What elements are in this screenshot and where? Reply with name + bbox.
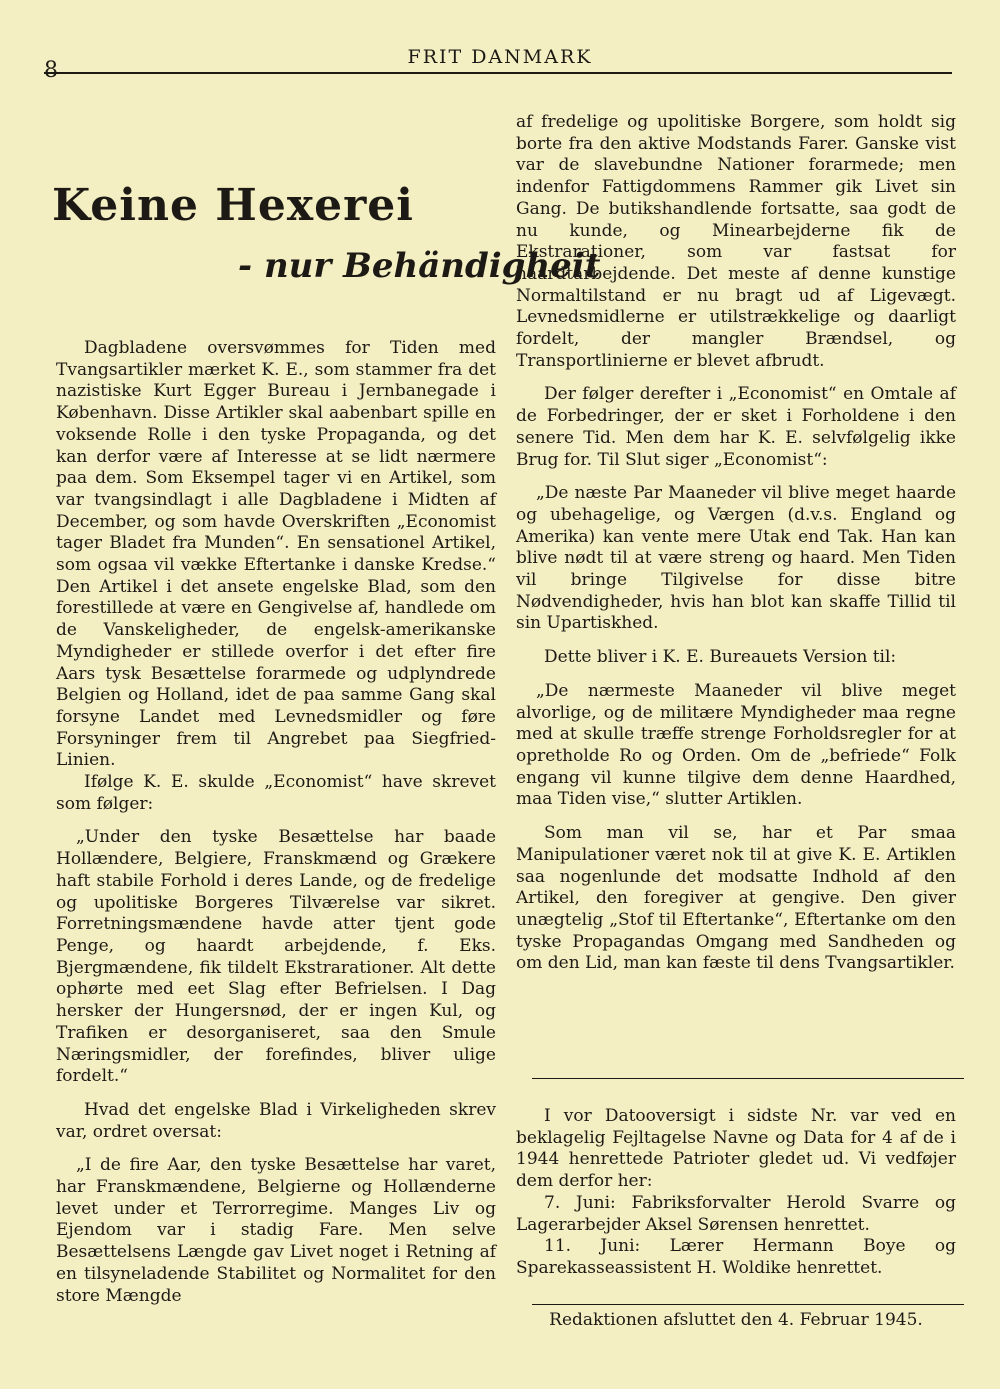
article-subtitle: - nur Behändigheit — [238, 246, 601, 286]
paragraph: Der følger derefter i „Economist“ en Omtale af de Forbedringer, der er sket i Forholdene i den senere Tid. Men dem har K. E. selvfølgelig ikke Brug for. Til Slut siger „Economist“: — [516, 384, 956, 470]
section-divider — [532, 1078, 964, 1079]
article-title: Keine Hexerei — [52, 180, 414, 231]
left-column — [56, 338, 496, 1307]
quote-paragraph: „De næste Par Maaneder vil blive meget haarde og ubehagelige, og Værgen (d.v.s. England og Amerika) kan vente mere Utak end Tak. Han kan blive nødt til at være streng og haard. Men Tiden vil bringe Tilgivelse for disse bitre Nødvendigheder, hvis han blot kan skaffe Tillid til sin Upartiskhed. — [516, 483, 956, 634]
publication-title: FRIT DANMARK — [407, 46, 593, 68]
paragraph: Som man vil se, har et Par smaa Manipulationer været nok til at give K. E. Artiklen saa nogenlunde det modsatte Indhold af den Artikel, den foregiver at gengive. Den giver unægtelig „Stof til Eftertanke“, Eftertanke om den tyske Propagandas Omgang med Sandheden og om den Lid, man kan fæste til dens Tvangsartikler. — [516, 823, 956, 974]
correction-entry: 11. Juni: Lærer Hermann Boye og Sparekasseassistent H. Woldike henrettet. — [516, 1236, 956, 1278]
quote-paragraph: „I de fire Aar, den tyske Besættelse har varet, har Franskmændene, Belgierne og Hollænderne levet under et Terrorregime. Manges Liv og Ejendom var i stadig Fare. Men selve Besættelsens Længde gav Livet noget i Retning af en tilsyneladende Stabilitet og Normalitet for den store Mængde — [56, 1155, 496, 1306]
paragraph: Hvad det engelske Blad i Virkeligheden skrev var, ordret oversat: — [56, 1099, 496, 1142]
footer-divider — [532, 1304, 964, 1305]
correction-notice — [516, 1106, 956, 1280]
correction-entry: 7. Juni: Fabriksforvalter Herold Svarre og Lagerarbejder Aksel Sørensen henrettet. — [516, 1192, 956, 1235]
paragraph: Dagbladene oversvømmes for Tiden med Tvangsartikler mærket K. E., som stammer fra det nazistiske Kurt Egger Bureau i Jernbanegade i København. Disse Artikler skal aabenbart spille en voksende Rolle i den tyske Propaganda, og det kan derfor være af Interesse at se lidt nærmere paa dem. Som Eksempel tager vi en Artikel, som var tvangsindlagt i alle Dagbladene i Midten af December, og som havde Overskriften „Economist tager Bladet fra Munden“. En sensationel Artikel, som ogsaa vil vække Eftertanke i danske Kredse.“ Den Artikel i det ansete engelske Blad, som den forestillede at være en Gengivelse af, handlede om de Vanskeligheder, de engelsk-amerikanske Myndigheder er stillede overfor i det efter fire Aars tysk Besættelse forarmede og udplyndrede Belgien og Holland, idet de paa samme Gang skal forsyne Landet med Levnedsmidler og føre Forsyninger frem til Angrebet paa Siegfried-Linien. — [56, 338, 496, 771]
header-rule — [44, 72, 952, 74]
quote-paragraph: „De nærmeste Maaneder vil blive meget alvorlige, og de militære Myndigheder maa regne med at skulle træffe strenge Forholdsregler for at opretholde Ro og Orden. Om de „befriede“ Folk engang vil kunne tilgive dem denne Haardhed, maa Tiden vise,“ slutter Artiklen. — [516, 680, 956, 810]
closing-note: Redaktionen afsluttet den 4. Februar 1945. — [549, 1310, 923, 1330]
right-column — [516, 112, 956, 975]
paragraph: Dette bliver i K. E. Bureauets Version til: — [544, 647, 897, 668]
paragraph: Ifølge K. E. skulde „Economist“ have skrevet som følger: — [56, 772, 496, 814]
correction-intro: I vor Datooversigt i sidste Nr. var ved en beklagelig Fejltagelse Navne og Data for 4 af de i 1944 henrettede Patrioter gledet ud. Vi vedføjer dem derfor her: — [516, 1106, 956, 1192]
quote-paragraph: „Under den tyske Besættelse har baade Hollændere, Belgiere, Franskmænd og Grækere haft stabile Forhold i deres Lande, og de fredelige og upolitiske Borgeres Tilværelse var sikret. Forretningsmændene havde atter tjent gode Penge, og haardt arbejdende, f. Eks. Bjergmændene, fik tildelt Ekstrarationer. Alt dette ophørte med eet Slag efter Befrielsen. I Dag hersker der Hungersnød, der er ingen Kul, og Trafiken er desorganiseret, saa den Smule Næringsmidler, der forefindes, bliver ulige fordelt.“ — [56, 827, 496, 1087]
paragraph: af fredelige og upolitiske Borgere, som holdt sig borte fra den aktive Modstands Farer. Ganske vist var de slavebundne Nationer forarmede; men indenfor Fattigdommens Rammer gik Livet sin Gang. De butikshandlende fortsatte, saa godt de nu kunde, og Minearbejderne fik de Ekstrarationer, som var fastsat for haardtarbejdende. Det meste af denne kunstige Normaltilstand er nu bragt ud af Ligevægt. Levnedsmidlerne er utilstrækkelige og daarligt fordelt, der mangler Brændsel, og Transportlinierne er blevet afbrudt. — [516, 112, 956, 371]
page-number: 8 — [44, 58, 58, 83]
